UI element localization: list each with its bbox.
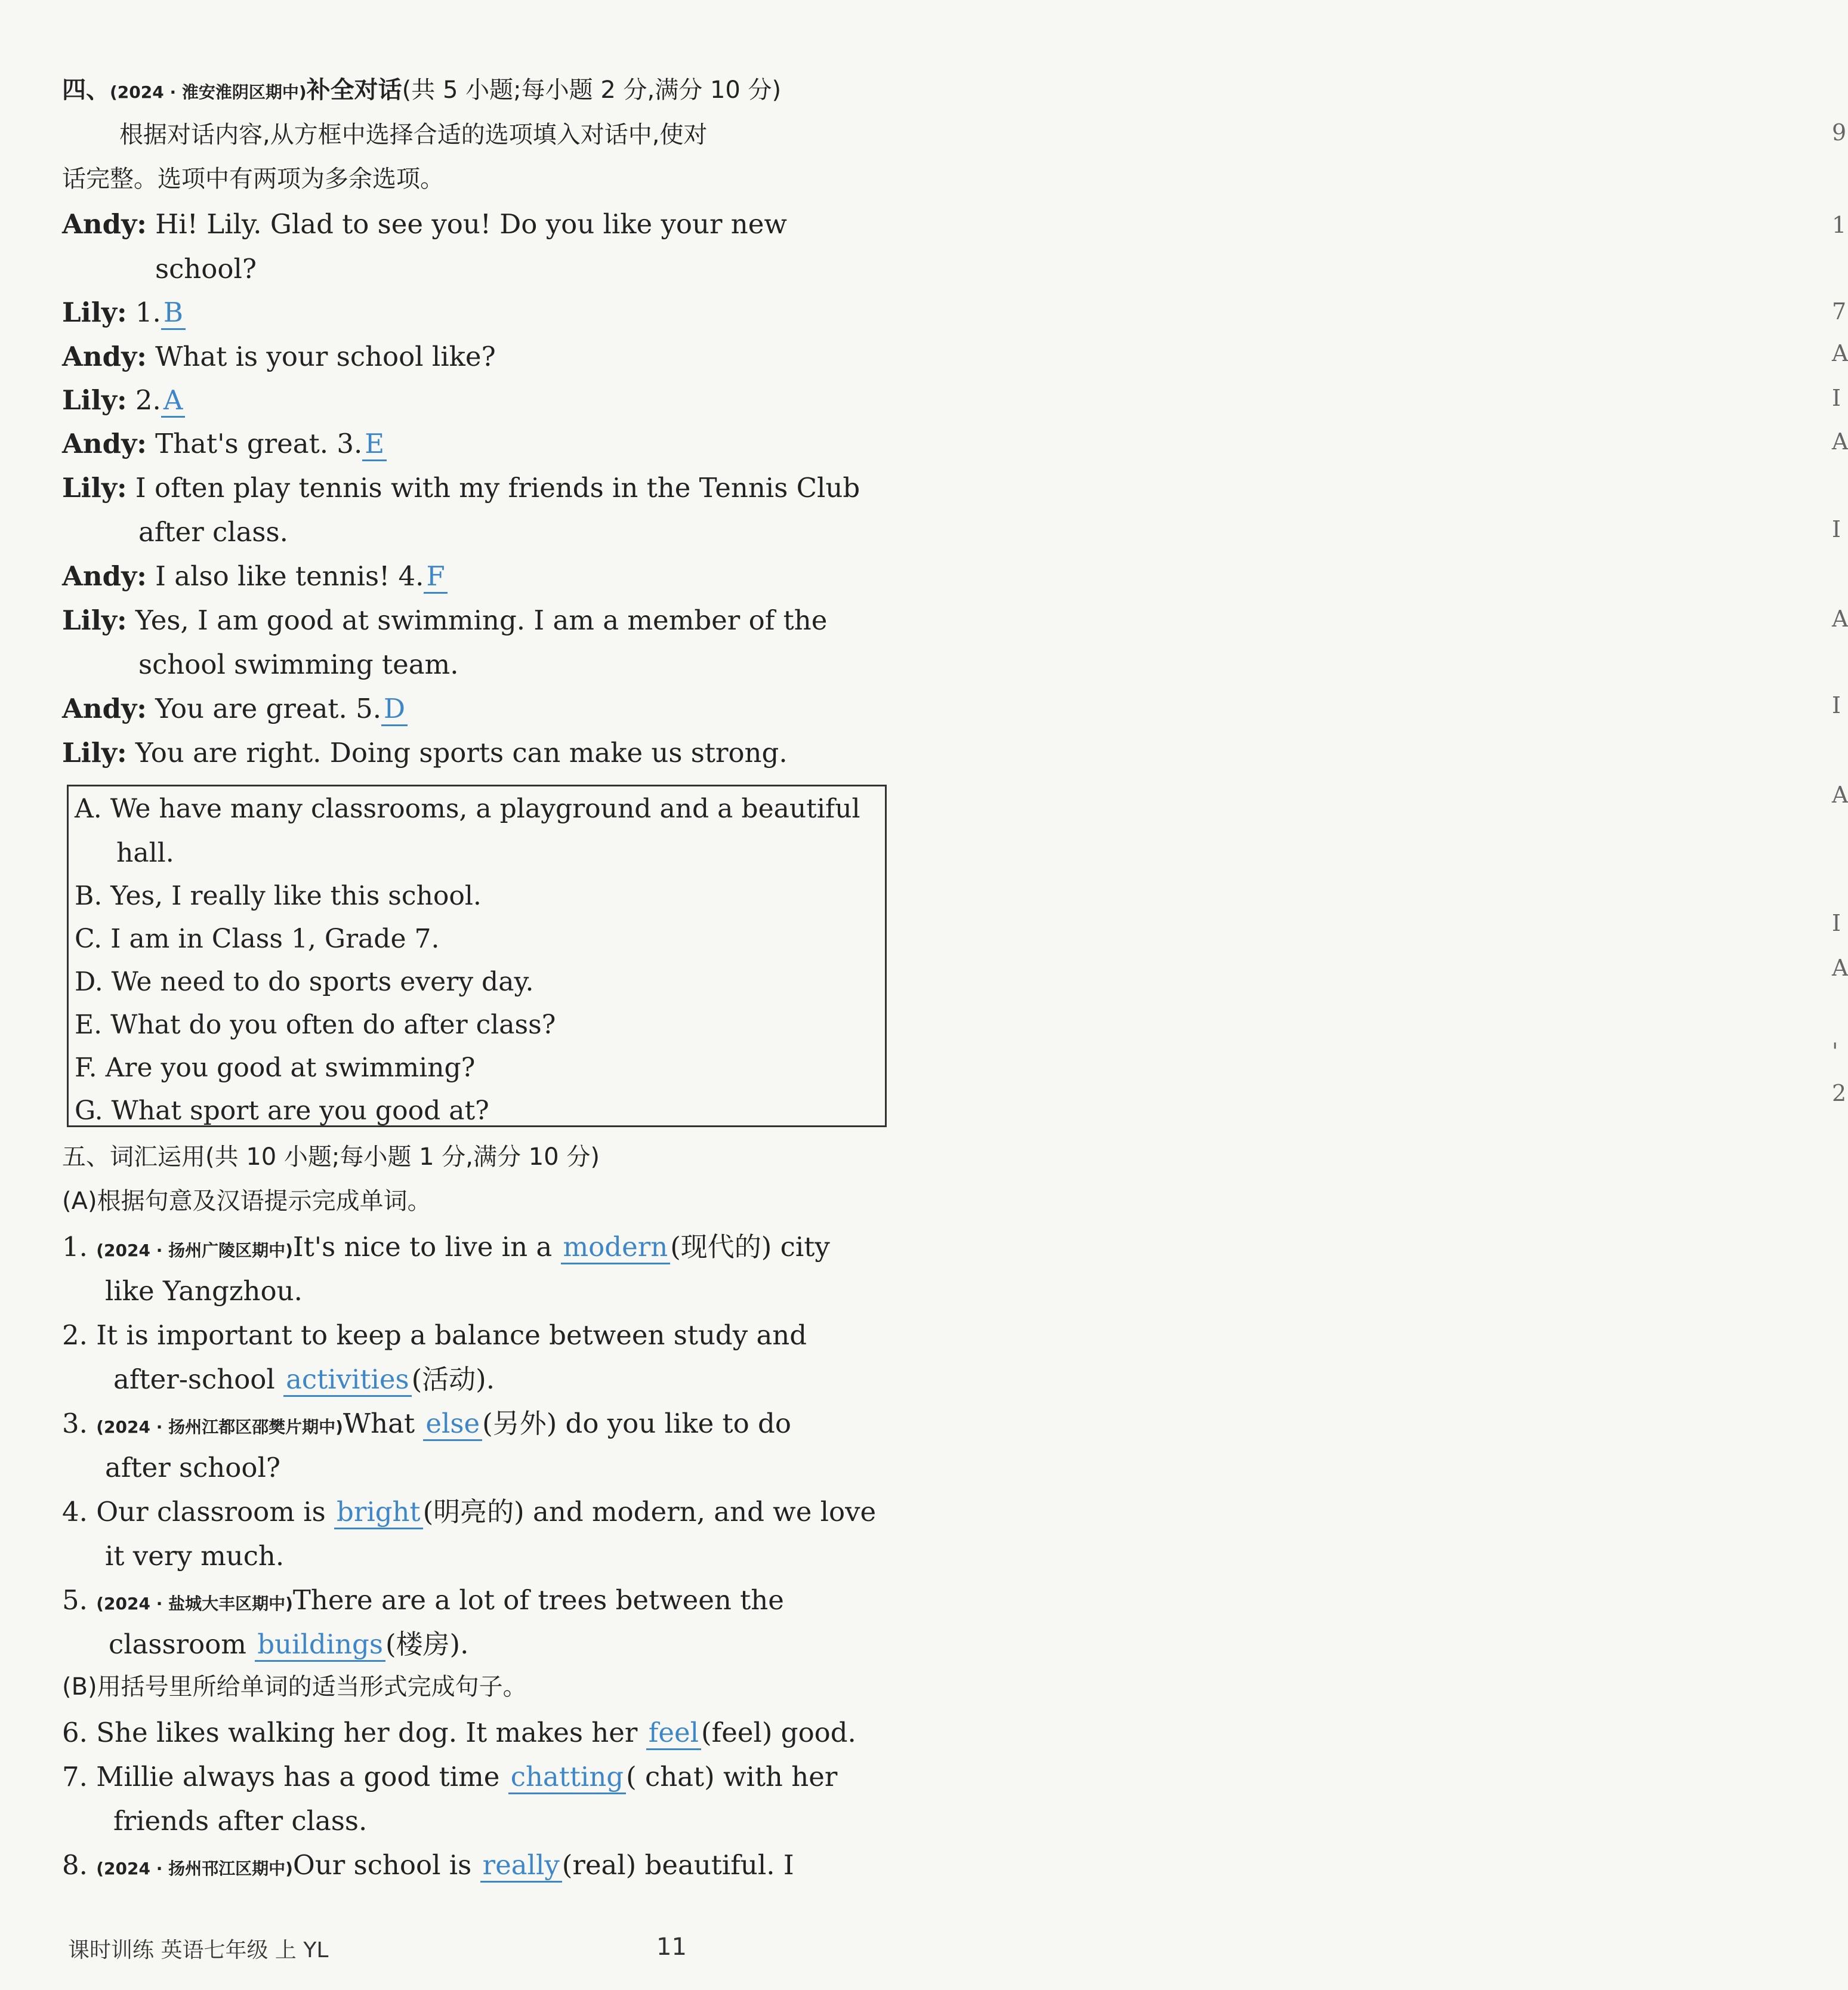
- section5-partA: (A)根据句意及汉语提示完成单词。: [62, 1187, 431, 1215]
- dialogue-line: Lily: 2.A: [62, 385, 886, 418]
- dialogue-line: Andy: Hi! Lily. Glad to see you! Do you like your new: [62, 208, 787, 240]
- option-item: G. What sport are you good at?: [75, 1096, 489, 1126]
- dialogue-line: Andy: What is your school like?: [62, 341, 496, 372]
- option-item: E. What do you often do after class?: [75, 1010, 556, 1040]
- answer-blank: F: [424, 561, 447, 594]
- vocab-item: 5. (2024 · 盐城大丰区期中)There are a lot of trees between the: [62, 1584, 784, 1616]
- option-item: A. We have many classrooms, a playground and a beautiful: [75, 794, 860, 824]
- answer-blank: feel: [646, 1717, 701, 1750]
- vocab-item: 2. It is important to keep a balance between study and: [62, 1319, 807, 1351]
- section4-heading: 四、(2024 · 淮安淮阴区期中)补全对话(共 5 小题;每小题 2 分,满分 10 分): [62, 76, 782, 104]
- vocab-item-cont: classroom buildings(楼房).: [109, 1629, 932, 1662]
- section5-partB: (B)用括号里所给单词的适当形式完成句子。: [62, 1673, 527, 1701]
- option-item: B. Yes, I really like this school.: [75, 881, 482, 911]
- answer-blank: B: [161, 297, 186, 330]
- dialogue-line: Andy: I also like tennis! 4.F: [62, 561, 886, 594]
- answer-blank: chatting: [508, 1761, 626, 1794]
- section4-instruction-2: 话完整。选项中有两项为多余选项。: [62, 165, 444, 193]
- vocab-item: 3. (2024 · 扬州江都区邵樊片期中)What else(另外) do you like to do: [62, 1408, 886, 1441]
- dialogue-line: Lily: You are right. Doing sports can make us strong.: [62, 737, 788, 769]
- vocab-item: 4. Our classroom is bright(明亮的) and modern, and we love: [62, 1497, 886, 1529]
- dialogue-line: school swimming team.: [138, 649, 459, 680]
- options-box: [67, 785, 887, 1127]
- adjacent-page-edge: 9 1 7 A I A I A I A I A ' 2: [1832, 119, 1848, 1106]
- dialogue-line: Andy: That's great. 3.E: [62, 428, 886, 461]
- vocab-item-cont: friends after class.: [113, 1805, 368, 1837]
- answer-blank: really: [480, 1850, 562, 1883]
- answer-blank: A: [161, 385, 186, 418]
- answer-blank: modern: [561, 1232, 671, 1264]
- dialogue-line: Lily: I often play tennis with my friends in the Tennis Club: [62, 472, 860, 504]
- section5-heading: 五、词汇运用(共 10 小题;每小题 1 分,满分 10 分): [62, 1143, 600, 1171]
- vocab-item-cont: it very much.: [105, 1540, 285, 1572]
- footer-book-title: 课时训练 英语七年级 上 YL: [68, 1938, 329, 1963]
- option-item: D. We need to do sports every day.: [75, 967, 534, 997]
- vocab-item-cont: after-school activities(活动).: [113, 1364, 937, 1397]
- dialogue-line: Lily: Yes, I am good at swimming. I am a member of the: [62, 604, 828, 636]
- vocab-item: 6. She likes walking her dog. It makes her feel(feel) good.: [62, 1717, 886, 1750]
- option-item: F. Are you good at swimming?: [75, 1053, 476, 1083]
- dialogue-line: Lily: 1.B: [62, 297, 886, 330]
- vocab-item-cont: after school?: [105, 1452, 280, 1483]
- dialogue-line: after class.: [138, 516, 288, 548]
- answer-blank: E: [362, 428, 387, 461]
- section4-instruction-1: 根据对话内容,从方框中选择合适的选项填入对话中,使对: [119, 121, 708, 149]
- vocab-item: 8. (2024 · 扬州邗江区期中)Our school is really(real) beautiful. I: [62, 1850, 886, 1883]
- option-item: hall.: [116, 838, 174, 868]
- vocab-item-cont: like Yangzhou.: [105, 1275, 303, 1307]
- answer-blank: D: [381, 693, 408, 726]
- vocab-item: 1. (2024 · 扬州广陵区期中)It's nice to live in a modern(现代的) city: [62, 1232, 886, 1264]
- answer-blank: bright: [334, 1497, 423, 1529]
- option-item: C. I am in Class 1, Grade 7.: [75, 924, 440, 954]
- answer-blank: buildings: [255, 1629, 385, 1662]
- dialogue-line: school?: [155, 253, 257, 285]
- page-number: 11: [656, 1933, 687, 1961]
- dialogue-line: Andy: You are great. 5.D: [62, 693, 886, 726]
- vocab-item: 7. Millie always has a good time chatting( chat) with her: [62, 1761, 886, 1794]
- answer-blank: else: [423, 1408, 482, 1441]
- answer-blank: activities: [283, 1364, 412, 1397]
